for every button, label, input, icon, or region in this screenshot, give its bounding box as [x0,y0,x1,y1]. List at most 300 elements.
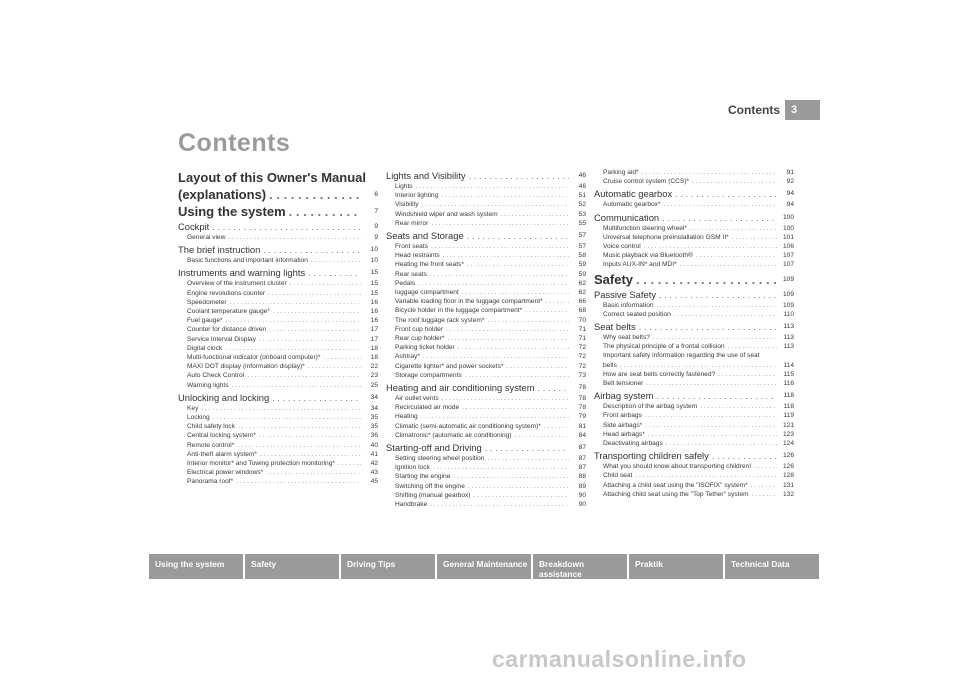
dot-leader [718,370,777,379]
toc-entry[interactable] [386,394,586,403]
toc-entry[interactable] [178,170,378,185]
dot-leader [273,307,361,316]
dot-leader [635,471,777,480]
dot-leader [644,242,777,251]
toc-entry[interactable] [594,301,794,310]
toc-entry-page: 57 [578,243,586,251]
toc-entry[interactable] [386,297,586,306]
toc-entry-page: 123 [782,430,794,438]
toc-entry-page: 109 [782,301,794,309]
toc-entry[interactable] [178,316,378,325]
toc-entry[interactable] [386,463,586,472]
toc-entry-title: Cockpit [178,221,210,232]
toc-entry[interactable] [594,233,794,242]
dot-leader [465,371,569,380]
toc-entry-title: Service Interval Display [187,335,256,343]
toc-entry-page: 110 [783,310,794,318]
toc-entry-title: Cruise control system (CCS)* [603,178,690,186]
toc-entry-page: 91 [786,169,794,176]
toc-column-3 [594,168,794,499]
toc-entry-title: Communication [594,211,660,223]
toc-entry-page: 17 [370,326,378,334]
toc-entry-page: 72 [578,344,586,352]
toc-entry[interactable] [594,288,794,301]
toc-entry-page: 79 [578,413,586,421]
toc-entry[interactable] [594,402,794,411]
dot-leader [453,472,569,481]
toc-entry-page: 72 [578,353,586,361]
dot-leader [469,169,569,182]
toc-entry-page: 6 [374,191,378,198]
toc-entry-title: Basic information [603,301,654,309]
toc-entry-page: 55 [578,219,586,227]
page-title: Contents [178,129,291,157]
toc-entry-page: 34 [370,404,378,412]
toc-entry-title: The physical principle of a frontal collision [603,343,725,351]
dot-leader [751,481,777,490]
page-number-badge: 3 [785,100,820,120]
toc-entry[interactable] [594,333,794,342]
toc-entry-title: Recirculated air mode [395,404,460,412]
toc-entry-page: 113 [783,343,794,351]
toc-entry-page: 53 [578,210,586,218]
toc-entry-title: Airbag system [594,390,654,402]
toc-entry-title: Interior monitor* and Towing protection monitoring* [187,460,335,468]
toc-entry[interactable] [386,422,586,431]
toc-entry[interactable] [594,439,794,448]
toc-entry[interactable] [594,342,794,351]
toc-entry-page: 92 [786,178,794,186]
toc-entry-title: Remote control* [187,441,235,449]
toc-entry[interactable] [178,353,378,362]
toc-entry-title: Head restraints [395,252,440,260]
toc-entry-title: Inputs AUX-IN* and MDI* [603,261,677,269]
toc-entry-page: 89 [578,482,586,490]
toc-entry[interactable] [178,279,378,288]
toc-entry-page: 100 [782,213,794,221]
toc-entry[interactable] [594,471,794,480]
toc-entry[interactable] [594,351,794,360]
dot-leader [430,500,569,509]
toc-entry-page: 16 [370,317,378,325]
dot-leader [228,233,361,242]
toc-entry[interactable] [386,482,586,491]
toc-entry[interactable] [386,210,586,219]
toc-entry[interactable] [178,362,378,371]
toc-entry-title: Passive Safety [594,288,657,300]
dot-leader [728,342,777,351]
toc-entry[interactable] [386,352,586,361]
toc-entry[interactable] [178,266,378,279]
toc-entry-page: 107 [782,252,794,260]
toc-entry[interactable] [594,260,794,269]
dot-leader [544,422,569,431]
tab-general-maintenance[interactable]: General Maintenance [437,554,531,579]
toc-entry[interactable] [386,306,586,315]
toc-entry-title: Child safety lock [187,423,236,431]
toc-entry-title: Child seat [603,472,633,480]
toc-entry-title: Key [187,404,199,412]
toc-entry[interactable] [178,335,378,344]
toc-entry[interactable] [178,344,378,353]
toc-entry-title: Universal telephone preinstallation GSM II* [603,233,729,241]
toc-entry[interactable] [594,490,794,499]
toc-column-1 [178,168,378,487]
dot-leader [700,402,777,411]
dot-leader [636,272,777,287]
toc-entry-title: Ignition lock [395,464,430,472]
toc-entry-page: 101 [782,233,794,241]
toc-entry-page: 118 [783,392,794,400]
tab-driving-tips[interactable]: Driving Tips [341,554,435,579]
toc-entry-page: 81 [578,422,586,430]
toc-entry-title: Using the system [178,204,286,219]
toc-entry[interactable] [386,242,586,251]
toc-entry-title: Rear mirror [395,219,429,227]
toc-entry[interactable] [594,177,794,186]
toc-entry[interactable] [178,220,378,233]
toc-entry-title: The brief instruction [178,244,261,256]
toc-entry-title: Front seats [395,243,428,251]
toc-entry-page: 132 [782,490,794,498]
dot-leader [418,279,569,288]
toc-entry[interactable] [594,224,794,233]
toc-entry-title: Music playback via Bluetooth® [603,252,693,260]
toc-entry-page: 78 [578,384,586,392]
toc-entry-title: Unlocking and locking [178,391,270,403]
toc-entry[interactable] [386,169,586,182]
dot-leader [538,381,569,394]
toc-entry-page: 121 [782,421,794,429]
toc-entry[interactable] [386,500,586,509]
dot-leader [657,301,777,310]
toc-entry-page: 87 [578,455,586,463]
toc-entry-page: 113 [783,334,794,342]
toc-entry-title: Rear cup holder* [395,335,445,343]
toc-entry-page: 100 [782,224,794,232]
dot-leader [308,362,361,371]
dot-leader [675,187,777,200]
toc-entry[interactable] [386,454,586,463]
toc-entry[interactable] [594,449,794,462]
toc-entry[interactable] [594,320,794,333]
toc-entry[interactable] [178,404,378,413]
dot-leader [462,403,569,412]
toc-entry[interactable] [594,361,794,370]
toc-entry-page: 34 [370,393,378,401]
dot-leader [213,413,361,422]
toc-entry[interactable] [594,168,794,177]
dot-leader [487,454,569,463]
toc-entry[interactable] [178,371,378,380]
toc-entry-title: Multifunction steering wheel* [603,224,687,232]
toc-entry-page: 72 [578,362,586,370]
toc-entry-title: Counter for distance driven [187,326,267,334]
toc-entry[interactable] [178,204,378,219]
toc-entry[interactable] [594,379,794,388]
toc-entry-page: 87 [578,464,586,472]
dot-leader [232,381,361,390]
dot-leader [646,379,777,388]
toc-entry[interactable] [178,413,378,422]
dot-leader [212,220,361,233]
dot-leader [692,177,777,186]
toc-entry[interactable] [386,191,586,200]
toc-entry-title: Parking ticket holder [395,344,455,352]
toc-entry-page: 10 [370,257,378,265]
tab-technical-data[interactable]: Technical Data [725,554,819,579]
toc-entry-page: 90 [578,501,586,509]
toc-entry-title: Locking [187,414,210,422]
toc-entry[interactable] [386,200,586,209]
toc-entry-page: 57 [578,232,586,240]
dot-leader [259,335,361,344]
toc-entry[interactable] [386,334,586,343]
toc-entry-title: Correct seated position [603,310,671,318]
tab-praktik[interactable]: Praktik [629,554,723,579]
toc-entry[interactable] [178,450,378,459]
toc-entry-page: 88 [578,473,586,481]
toc-entry[interactable] [178,391,378,404]
toc-entry[interactable] [594,187,794,200]
toc-entry[interactable] [386,431,586,440]
toc-entry-title: Heating the front seats* [395,261,464,269]
toc-entry-page: 115 [783,370,794,378]
toc-entry-page: 78 [578,404,586,412]
toc-entry-page: 7 [374,208,378,215]
toc-entry-title: Important safety information regarding the use of seat [603,352,760,360]
dot-leader [421,412,569,421]
toc-entry-title: Deactivating airbags [603,440,663,448]
toc-entry-page: 15 [370,289,378,297]
toc-entry[interactable] [178,289,378,298]
dot-leader [431,219,569,228]
toc-entry-title: Voice control [603,243,641,251]
dot-leader [680,260,777,269]
dot-leader [416,182,569,191]
toc-entry-page: 107 [782,261,794,269]
toc-entry-page: 118 [783,403,794,411]
toc-entry[interactable] [386,412,586,421]
toc-entry-page: 36 [370,432,378,440]
toc-entry[interactable] [386,219,586,228]
toc-entry-title: Climatronic* (automatic air conditioning) [395,431,512,439]
toc-entry[interactable] [594,242,794,251]
toc-entry[interactable] [386,491,586,500]
toc-entry[interactable] [178,477,378,486]
toc-entry-title: Shifting (manual gearbox) [395,491,471,499]
toc-entry[interactable] [178,187,378,202]
toc-entry-page: 126 [782,452,794,460]
toc-entry[interactable] [594,481,794,490]
toc-entry-title: Description of the airbag system [603,403,698,411]
toc-entry-title: Climatic (semi-automatic air conditioning system)* [395,422,541,430]
toc-entry-title: Electrical power windows* [187,469,264,477]
dot-leader [423,352,569,361]
dot-leader [546,297,569,306]
toc-entry[interactable] [178,459,378,468]
toc-entry-title: Speedometer [187,298,227,306]
toc-entry-page: 78 [578,395,586,403]
tab-breakdown-assistance[interactable]: Breakdown assistance [533,554,627,579]
toc-entry-title: Why seat belts? [603,334,650,342]
toc-entry[interactable] [178,307,378,316]
toc-entry[interactable] [178,243,378,256]
toc-entry[interactable] [594,389,794,402]
toc-entry[interactable] [386,343,586,352]
dot-leader [653,333,777,342]
toc-entry-page: 124 [782,440,794,448]
toc-entry-page: 15 [370,280,378,288]
toc-entry[interactable] [386,251,586,260]
toc-entry-title: Pedals [395,279,416,287]
toc-entry-title: Starting the engine [395,473,451,481]
toc-entry[interactable] [386,229,586,242]
toc-entry-title: Engine revolutions counter [187,289,266,297]
toc-entry-page: 131 [782,481,794,489]
toc-entry-page: 73 [578,371,586,379]
toc-entry[interactable] [594,462,794,471]
tab-safety[interactable]: Safety [245,554,339,579]
toc-entry-page: 43 [370,469,378,477]
dot-leader [236,477,361,486]
toc-entry-page: 62 [578,289,586,297]
toc-entry-title: Warning lights [187,381,229,389]
toc-entry-title: Windshield wiper and wash system [395,210,498,218]
toc-entry[interactable] [178,441,378,450]
toc-entry-title: Storage compartments [395,371,462,379]
toc-entry-page: 119 [783,412,794,420]
dot-leader [645,411,777,420]
toc-entry-title: Front cup holder [395,325,444,333]
toc-entry-title: Layout of this Owner's Manual [178,170,366,185]
toc-entry[interactable] [178,422,378,431]
toc-entry[interactable] [178,233,378,242]
toc-entry[interactable] [594,430,794,439]
toc-entry[interactable] [386,403,586,412]
toc-column-2 [386,168,586,509]
toc-entry-title: Panorama roof* [187,478,234,486]
toc-entry[interactable] [178,298,378,307]
dot-leader [226,316,361,325]
toc-entry-page: 15 [370,269,378,277]
toc-entry[interactable] [594,310,794,319]
toc-entry-title: Multi-functional indicator (onboard computer)* [187,354,321,362]
toc-entry[interactable] [386,270,586,279]
toc-entry-title: Seat belts [594,321,636,333]
toc-entry-page: 113 [783,323,794,331]
toc-entry-title: Belt tensioner [603,380,644,388]
dot-leader [662,211,777,224]
toc-entry[interactable] [178,381,378,390]
toc-entry[interactable] [594,200,794,209]
dot-leader [690,224,777,233]
dot-leader [525,306,569,315]
toc-entry-title: Switching off the engine [395,482,465,490]
toc-entry[interactable] [178,325,378,334]
dot-leader [468,482,569,491]
dot-leader [269,325,361,334]
toc-entry-title: The roof luggage rack system* [395,316,485,324]
dot-leader [645,421,777,430]
dot-leader [259,431,361,440]
toc-entry[interactable] [386,381,586,394]
toc-entry[interactable] [386,371,586,380]
toc-entry-title: Lights [395,183,413,190]
dot-leader [674,310,777,319]
dot-leader [201,404,361,413]
toc-entry[interactable] [178,256,378,265]
toc-entry[interactable] [386,260,586,269]
dot-leader [266,468,361,477]
toc-entry-page: 87 [578,444,586,452]
dot-leader [260,450,361,459]
toc-entry-page: 41 [370,450,378,458]
toc-entry-title: Instruments and warning lights [178,267,306,279]
toc-entry[interactable] [386,316,586,325]
toc-entry-page: 18 [370,344,378,352]
toc-entry[interactable] [386,182,586,191]
toc-entry[interactable] [594,370,794,379]
toc-entry[interactable] [386,279,586,288]
toc-entry[interactable] [386,441,586,454]
toc-entry[interactable] [178,468,378,477]
dot-leader [338,459,361,468]
dot-leader [485,441,569,454]
toc-entry[interactable] [178,431,378,440]
toc-entry-page: 70 [578,316,586,324]
toc-entry-page: 59 [578,270,586,278]
toc-entry-page: 18 [370,354,378,362]
toc-entry[interactable] [386,472,586,481]
toc-entry-title: Bicycle holder in the luggage compartment* [395,307,523,315]
toc-entry-page: 40 [370,441,378,449]
toc-entry-page: 51 [578,192,586,200]
toc-entry[interactable] [594,251,794,260]
toc-entry-title: Cigarette lighter* and power sockets* [395,362,504,370]
toc-entry[interactable] [594,411,794,420]
dot-leader [696,251,777,260]
toc-entry-page: 35 [370,423,378,431]
tab-using-the-system[interactable]: Using the system [149,554,243,579]
dot-leader [467,260,569,269]
dot-leader [458,343,569,352]
toc-entry-title: Anti-theft alarm system* [187,450,257,458]
dot-leader [642,168,777,177]
dot-leader [474,491,569,500]
toc-entry-page: 9 [374,223,378,230]
toc-entry[interactable] [386,325,586,334]
toc-entry-title: Side airbags* [603,421,643,429]
toc-entry[interactable] [386,362,586,371]
toc-entry-title: luggage compartment [395,289,459,297]
toc-entry-title: Variable loading floor in the luggage compartment* [395,298,543,306]
toc-entry[interactable] [594,272,794,287]
toc-entry[interactable] [594,211,794,224]
dot-leader [664,200,777,209]
dot-leader [289,204,361,219]
toc-entry-page: 116 [783,380,794,388]
toc-entry-page: 90 [578,491,586,499]
toc-entry-page: 128 [782,472,794,480]
toc-entry-page: 25 [370,381,378,389]
dot-leader [238,422,361,431]
toc-entry[interactable] [386,288,586,297]
toc-entry[interactable] [594,421,794,430]
toc-entry-title: How are seat belts correctly fastened? [603,370,716,378]
toc-entry-title: General view [187,234,226,241]
dot-leader [666,439,777,448]
